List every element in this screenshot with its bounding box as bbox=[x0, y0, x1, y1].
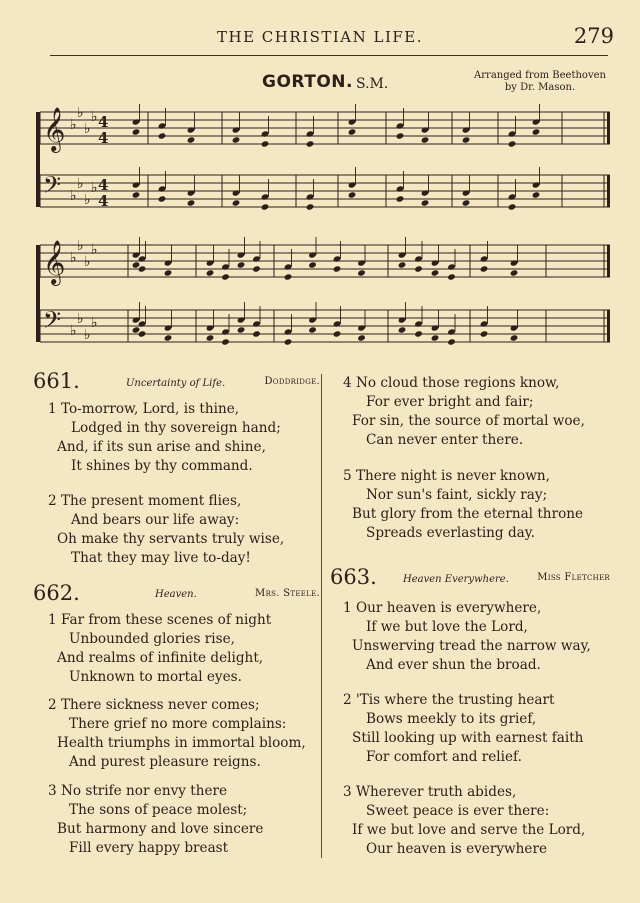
verse-line: Sweet peace is ever there: bbox=[366, 803, 550, 819]
note-head bbox=[421, 126, 430, 133]
note-head bbox=[261, 193, 270, 200]
note-head bbox=[164, 269, 173, 276]
note-head bbox=[398, 326, 407, 333]
note-head bbox=[308, 326, 317, 333]
note-head bbox=[132, 261, 141, 268]
note-head bbox=[414, 255, 423, 262]
verse-line: 1 Our heaven is everywhere, bbox=[343, 600, 542, 616]
verse-line: 2 There sickness never comes; bbox=[48, 697, 260, 713]
system-brace bbox=[36, 245, 40, 342]
note-head bbox=[480, 255, 489, 262]
note-head bbox=[462, 126, 471, 133]
time-signature-top: 4 bbox=[98, 176, 109, 194]
verse-line: And, if its sun arise and shine, bbox=[57, 439, 266, 455]
note-head bbox=[306, 130, 315, 137]
note-head bbox=[414, 265, 423, 272]
note-head bbox=[232, 136, 241, 143]
hymn-661-author: Doddridge. bbox=[264, 376, 320, 387]
note-head bbox=[132, 118, 141, 125]
arranger-line-2: by Dr. Mason. bbox=[504, 82, 576, 93]
hymn-661-number: 661. bbox=[33, 369, 80, 393]
bass-clef-icon: 𝄢 bbox=[43, 171, 62, 204]
note-head bbox=[396, 195, 405, 202]
verse-line: Oh make thy servants truly wise, bbox=[57, 531, 285, 547]
verse-line: Spreads everlasting day. bbox=[366, 525, 535, 541]
time-signature-bottom: 4 bbox=[98, 129, 109, 147]
system-brace bbox=[36, 112, 40, 207]
note-head bbox=[421, 136, 430, 143]
note-head bbox=[132, 181, 141, 188]
verse-line: Nor sun's faint, sickly ray; bbox=[366, 487, 548, 503]
note-head bbox=[480, 320, 489, 327]
music-notation bbox=[0, 100, 640, 362]
tune-name: GORTON. bbox=[262, 72, 353, 92]
hymn-661-title: Uncertainty of Life. bbox=[126, 378, 226, 389]
verse-line: Can never enter there. bbox=[366, 432, 524, 448]
note-head bbox=[164, 324, 173, 331]
flat-icon: ♭ bbox=[91, 315, 98, 331]
note-head bbox=[348, 181, 357, 188]
header-rule bbox=[50, 55, 608, 56]
verse-line: Lodged in thy sovereign hand; bbox=[71, 420, 281, 436]
note-head bbox=[132, 191, 141, 198]
verse-line: 4 No cloud those regions know, bbox=[343, 375, 560, 391]
note-head bbox=[398, 316, 407, 323]
note-head bbox=[187, 189, 196, 196]
verse-line: That they may live to-day! bbox=[71, 550, 251, 566]
note-head bbox=[252, 265, 261, 272]
column-divider bbox=[321, 374, 322, 858]
note-head bbox=[431, 324, 440, 331]
hymn-662-number: 662. bbox=[33, 581, 80, 605]
note-head bbox=[348, 128, 357, 135]
verse-line: The sons of peace molest; bbox=[69, 802, 248, 818]
note-head bbox=[431, 269, 440, 276]
verse-line: For ever bright and fair; bbox=[366, 394, 534, 410]
verse-line: 1 Far from these scenes of night bbox=[48, 612, 272, 628]
flat-icon: ♭ bbox=[70, 323, 77, 339]
note-head bbox=[508, 193, 517, 200]
note-head bbox=[221, 263, 230, 270]
time-signature-top: 4 bbox=[98, 113, 109, 131]
flat-icon: ♭ bbox=[77, 238, 84, 254]
note-head bbox=[508, 140, 517, 147]
note-head bbox=[357, 334, 366, 341]
note-head bbox=[357, 259, 366, 266]
note-head bbox=[252, 255, 261, 262]
note-head bbox=[431, 334, 440, 341]
note-head bbox=[462, 189, 471, 196]
verse-line: Unbounded glories rise, bbox=[69, 631, 235, 647]
note-head bbox=[431, 259, 440, 266]
flat-icon: ♭ bbox=[91, 180, 98, 196]
note-head bbox=[221, 273, 230, 280]
note-head bbox=[532, 191, 541, 198]
note-head bbox=[206, 324, 215, 331]
flat-icon: ♭ bbox=[70, 117, 77, 133]
final-barline bbox=[607, 175, 610, 207]
note-head bbox=[232, 199, 241, 206]
final-barline bbox=[607, 245, 610, 277]
verse-line: Unknown to mortal eyes. bbox=[69, 669, 242, 685]
note-head bbox=[164, 259, 173, 266]
note-head bbox=[421, 199, 430, 206]
note-head bbox=[158, 132, 167, 139]
note-head bbox=[158, 195, 167, 202]
verse-line: And bears our life away: bbox=[71, 512, 240, 528]
note-head bbox=[333, 330, 342, 337]
note-head bbox=[510, 334, 519, 341]
note-head bbox=[480, 330, 489, 337]
note-head bbox=[447, 263, 456, 270]
note-head bbox=[284, 338, 293, 345]
verse-line: There grief no more complains: bbox=[69, 716, 287, 732]
note-head bbox=[132, 251, 141, 258]
note-head bbox=[221, 328, 230, 335]
note-head bbox=[284, 328, 293, 335]
flat-icon: ♭ bbox=[91, 242, 98, 258]
note-head bbox=[187, 136, 196, 143]
note-head bbox=[232, 189, 241, 196]
note-head bbox=[396, 185, 405, 192]
note-head bbox=[308, 251, 317, 258]
time-signature-bottom: 4 bbox=[98, 192, 109, 210]
flat-icon: ♭ bbox=[77, 311, 84, 327]
flat-icon: ♭ bbox=[84, 121, 91, 137]
note-head bbox=[132, 128, 141, 135]
note-head bbox=[261, 130, 270, 137]
verse-line: 2 'Tis where the trusting heart bbox=[343, 692, 555, 708]
note-head bbox=[508, 130, 517, 137]
note-head bbox=[284, 263, 293, 270]
note-head bbox=[237, 326, 246, 333]
note-head bbox=[357, 324, 366, 331]
note-head bbox=[237, 316, 246, 323]
verse-line: For comfort and relief. bbox=[366, 749, 522, 765]
verse-line: But harmony and love sincere bbox=[57, 821, 264, 837]
verse-line: Unswerving tread the narrow way, bbox=[352, 638, 591, 654]
note-head bbox=[306, 140, 315, 147]
note-head bbox=[348, 191, 357, 198]
treble-clef-icon: 𝄞 bbox=[43, 240, 66, 284]
note-head bbox=[187, 126, 196, 133]
flat-icon: ♭ bbox=[77, 105, 84, 121]
verse-line: If we but love the Lord, bbox=[366, 619, 528, 635]
note-head bbox=[510, 269, 519, 276]
note-head bbox=[261, 140, 270, 147]
verse-line: 5 There night is never known, bbox=[343, 468, 550, 484]
note-head bbox=[308, 316, 317, 323]
note-head bbox=[510, 259, 519, 266]
note-head bbox=[252, 320, 261, 327]
verse-line: 1 To-morrow, Lord, is thine, bbox=[48, 401, 240, 417]
flat-icon: ♭ bbox=[77, 176, 84, 192]
note-head bbox=[237, 261, 246, 268]
flat-icon: ♭ bbox=[84, 192, 91, 208]
note-head bbox=[462, 136, 471, 143]
note-head bbox=[357, 269, 366, 276]
note-head bbox=[187, 199, 196, 206]
verse-line: And realms of infinite delight, bbox=[57, 650, 264, 666]
note-head bbox=[232, 126, 241, 133]
note-head bbox=[138, 330, 147, 337]
note-head bbox=[398, 251, 407, 258]
note-head bbox=[348, 118, 357, 125]
note-head bbox=[138, 320, 147, 327]
running-title: THE CHRISTIAN LIFE. bbox=[216, 28, 424, 46]
note-head bbox=[138, 255, 147, 262]
verse-line: Fill every happy breast bbox=[69, 840, 229, 856]
note-head bbox=[237, 251, 246, 258]
note-head bbox=[532, 128, 541, 135]
verse-line: But glory from the eternal throne bbox=[352, 506, 584, 522]
note-head bbox=[132, 316, 141, 323]
note-head bbox=[206, 269, 215, 276]
note-head bbox=[138, 265, 147, 272]
verse-line: If we but love and serve the Lord, bbox=[352, 822, 586, 838]
note-head bbox=[306, 203, 315, 210]
final-barline bbox=[607, 112, 610, 144]
flat-icon: ♭ bbox=[84, 327, 91, 343]
bass-clef-icon: 𝄢 bbox=[43, 306, 62, 339]
verse-line: It shines by thy command. bbox=[71, 458, 253, 474]
note-head bbox=[398, 261, 407, 268]
note-head bbox=[206, 259, 215, 266]
flat-icon: ♭ bbox=[70, 250, 77, 266]
verse-line: 3 No strife nor envy there bbox=[48, 783, 228, 799]
flat-icon: ♭ bbox=[84, 254, 91, 270]
flat-icon: ♭ bbox=[70, 188, 77, 204]
verse-line: Health triumphs in immortal bloom, bbox=[57, 735, 306, 751]
verse-line: Our heaven is everywhere bbox=[366, 841, 547, 857]
note-head bbox=[333, 265, 342, 272]
page-number: 279 bbox=[573, 24, 614, 48]
note-head bbox=[508, 203, 517, 210]
verse-line: 2 The present moment flies, bbox=[48, 493, 242, 509]
note-head bbox=[510, 324, 519, 331]
note-head bbox=[333, 320, 342, 327]
hymn-662-author: Mrs. Steele. bbox=[255, 588, 320, 599]
note-head bbox=[158, 122, 167, 129]
hymn-662-title: Heaven. bbox=[155, 589, 197, 600]
note-head bbox=[284, 273, 293, 280]
note-head bbox=[261, 203, 270, 210]
note-head bbox=[308, 261, 317, 268]
note-head bbox=[447, 338, 456, 345]
flat-icon: ♭ bbox=[91, 109, 98, 125]
verse-line: 3 Wherever truth abides, bbox=[343, 784, 517, 800]
hymn-663-title: Heaven Everywhere. bbox=[403, 574, 509, 585]
note-head bbox=[158, 185, 167, 192]
verse-line: For sin, the source of mortal woe, bbox=[352, 413, 585, 429]
note-head bbox=[396, 132, 405, 139]
verse-line: Bows meekly to its grief, bbox=[366, 711, 537, 727]
final-barline bbox=[607, 310, 610, 342]
note-head bbox=[206, 334, 215, 341]
note-head bbox=[252, 330, 261, 337]
hymn-663-author: Miss Fletcher bbox=[537, 572, 610, 583]
note-head bbox=[333, 255, 342, 262]
verse-line: And ever shun the broad. bbox=[366, 657, 541, 673]
note-head bbox=[532, 118, 541, 125]
note-head bbox=[532, 181, 541, 188]
arranger-line-1: Arranged from Beethoven bbox=[474, 70, 606, 81]
note-head bbox=[306, 193, 315, 200]
note-head bbox=[164, 334, 173, 341]
note-head bbox=[132, 326, 141, 333]
note-head bbox=[396, 122, 405, 129]
verse-line: Still looking up with earnest faith bbox=[352, 730, 584, 746]
note-head bbox=[447, 273, 456, 280]
note-head bbox=[421, 189, 430, 196]
note-head bbox=[414, 320, 423, 327]
verse-line: And purest pleasure reigns. bbox=[69, 754, 261, 770]
tune-meter: S.M. bbox=[356, 76, 389, 92]
note-head bbox=[480, 265, 489, 272]
note-head bbox=[414, 330, 423, 337]
note-head bbox=[221, 338, 230, 345]
note-head bbox=[447, 328, 456, 335]
treble-clef-icon: 𝄞 bbox=[43, 107, 66, 151]
note-head bbox=[462, 199, 471, 206]
hymn-663-number: 663. bbox=[330, 565, 377, 589]
